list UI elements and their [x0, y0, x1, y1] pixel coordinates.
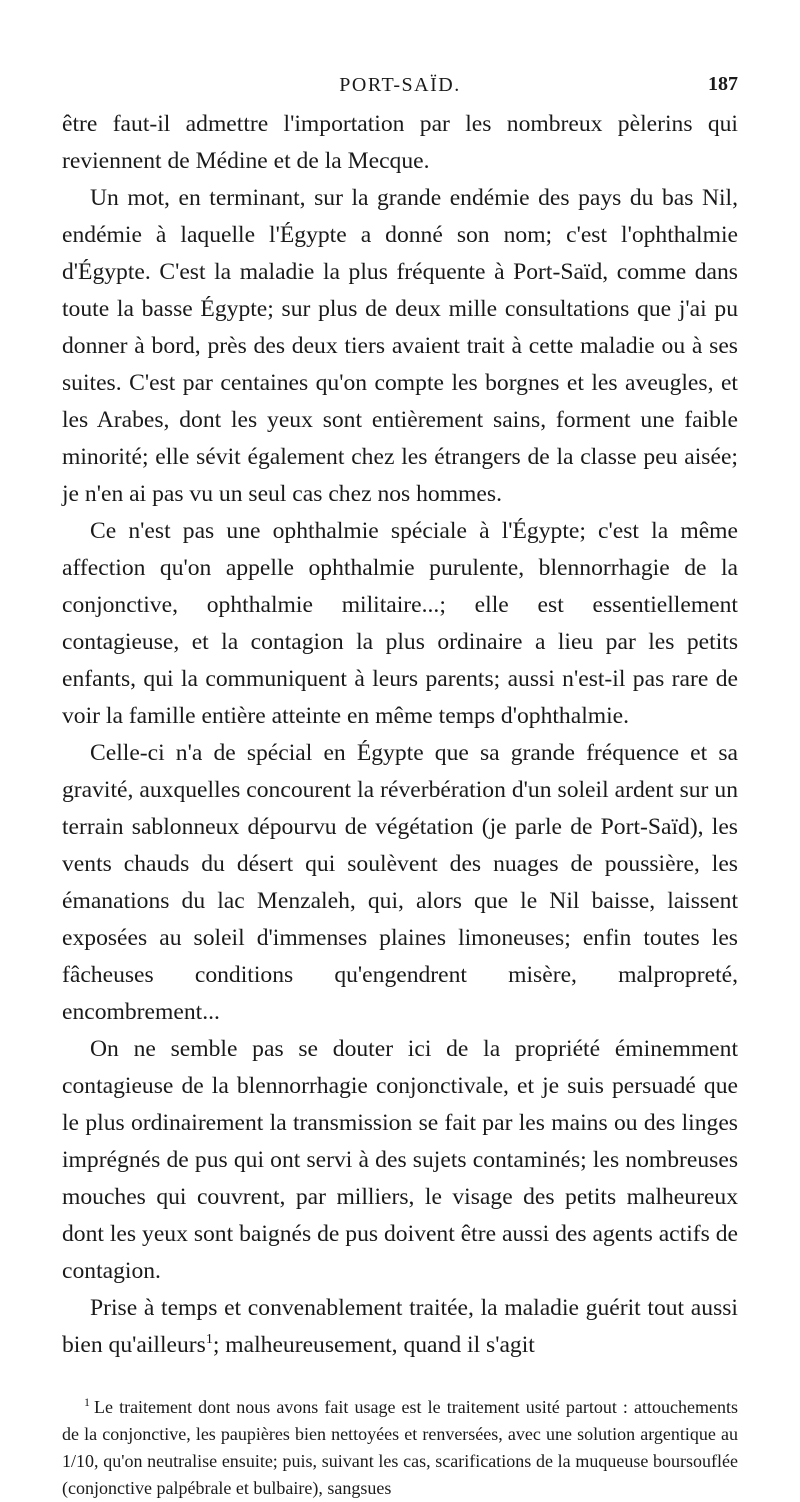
footnote-1 — [62, 1394, 738, 1502]
paragraph-6 — [62, 1290, 738, 1364]
paragraph-5: On ne semble pas se douter ici de la propriété éminemment contagieuse de la blennorrhagie conjonctivale, et je suis persuadé que le plus ordinairement la transmission se fait par les mains ou des linges imprégnés de pus qui ont servi à des sujets contaminés; les nombreuses mouches qui couvrent, par milliers, le visage des petits malheureux dont les yeux sont baignés de pus doivent être aussi des agents actifs de contagion. — [62, 1036, 738, 1284]
footnotes — [62, 1394, 738, 1502]
paragraph-4: Celle-ci n'a de spécial en Égypte que sa grande fréquence et sa gravité, auxquelles concourent la réverbération d'un soleil ardent sur un terrain sablonneux dépourvu de végétation (je parle de Port-Saïd), les vents chauds du désert qui soulèvent des nuages de poussière, les émanations du lac Menzaleh, qui, alors que le Nil baisse, laissent exposées au soleil d'immenses plaines limoneuses; enfin toutes les fâcheuses conditions qu'engendrent misère, malpropreté, encombrement... — [62, 740, 738, 1025]
page-number: 187 — [708, 73, 738, 95]
running-head — [62, 70, 738, 106]
running-title: PORT-SAÏD. — [339, 74, 461, 96]
paragraph-2: Un mot, en terminant, sur la grande endémie des pays du bas Nil, endémie à laquelle l'Égypte a donné son nom; c'est l'ophthalmie d'Égypte. C'est la maladie la plus fréquente à Port-Saïd, comme dans toute la basse Égypte; sur plus de deux mille consultations que j'ai pu donner à bord, près des deux tiers avaient trait à cette maladie ou à ses suites. C'est par centaines qu'on compte les borgnes et les aveugles, et les Arabes, dont les yeux sont entièrement sains, forment une faible minorité; elle sévit également chez les étrangers de la classe peu aisée; je n'en ai pas vu un seul cas chez nos hommes. — [62, 185, 738, 507]
paragraph-3: Ce n'est pas une ophthalmie spéciale à l'Égypte; c'est la même affection qu'on appelle ophthalmie purulente, blennorrhagie de la conjonctive, ophthalmie militaire...; elle est essentiellement contagieuse, et la contagion la plus ordinaire a lieu par les petits enfants, qui la communiquent à leurs parents; aussi n'est-il pas rare de voir la famille entière atteinte en même temps d'ophthalmie. — [62, 518, 738, 729]
paragraph-6-text-before: Prise à temps et convenablement traitée, la maladie guérit tout aussi bien qu'ailleurs — [62, 1295, 738, 1358]
paragraph-1: être faut-il admettre l'importation par les nombreux pèlerins qui reviennent de Médine et de la Mecque. — [62, 111, 738, 174]
paragraph-6-text-after: ; malheureusement, quand il s'agit — [212, 1332, 535, 1358]
footnote-mark: 1 — [84, 1395, 90, 1409]
body-text — [62, 106, 738, 1364]
book-page — [62, 70, 738, 1502]
footnote-reference[interactable]: 1 — [205, 1332, 213, 1348]
footnote-text: Le traitement dont nous avons fait usage est le traitement usité partout : attouchements de la conjonctive, les paupières bien nettoyées et renversées, avec une solution argentique au 1/10, qu'on neutralise ensuite; puis, suivant les cas, scarifications de la muqueuse boursouflée (conjonctive palpébrale et bulbaire), sangsues — [62, 1397, 738, 1498]
